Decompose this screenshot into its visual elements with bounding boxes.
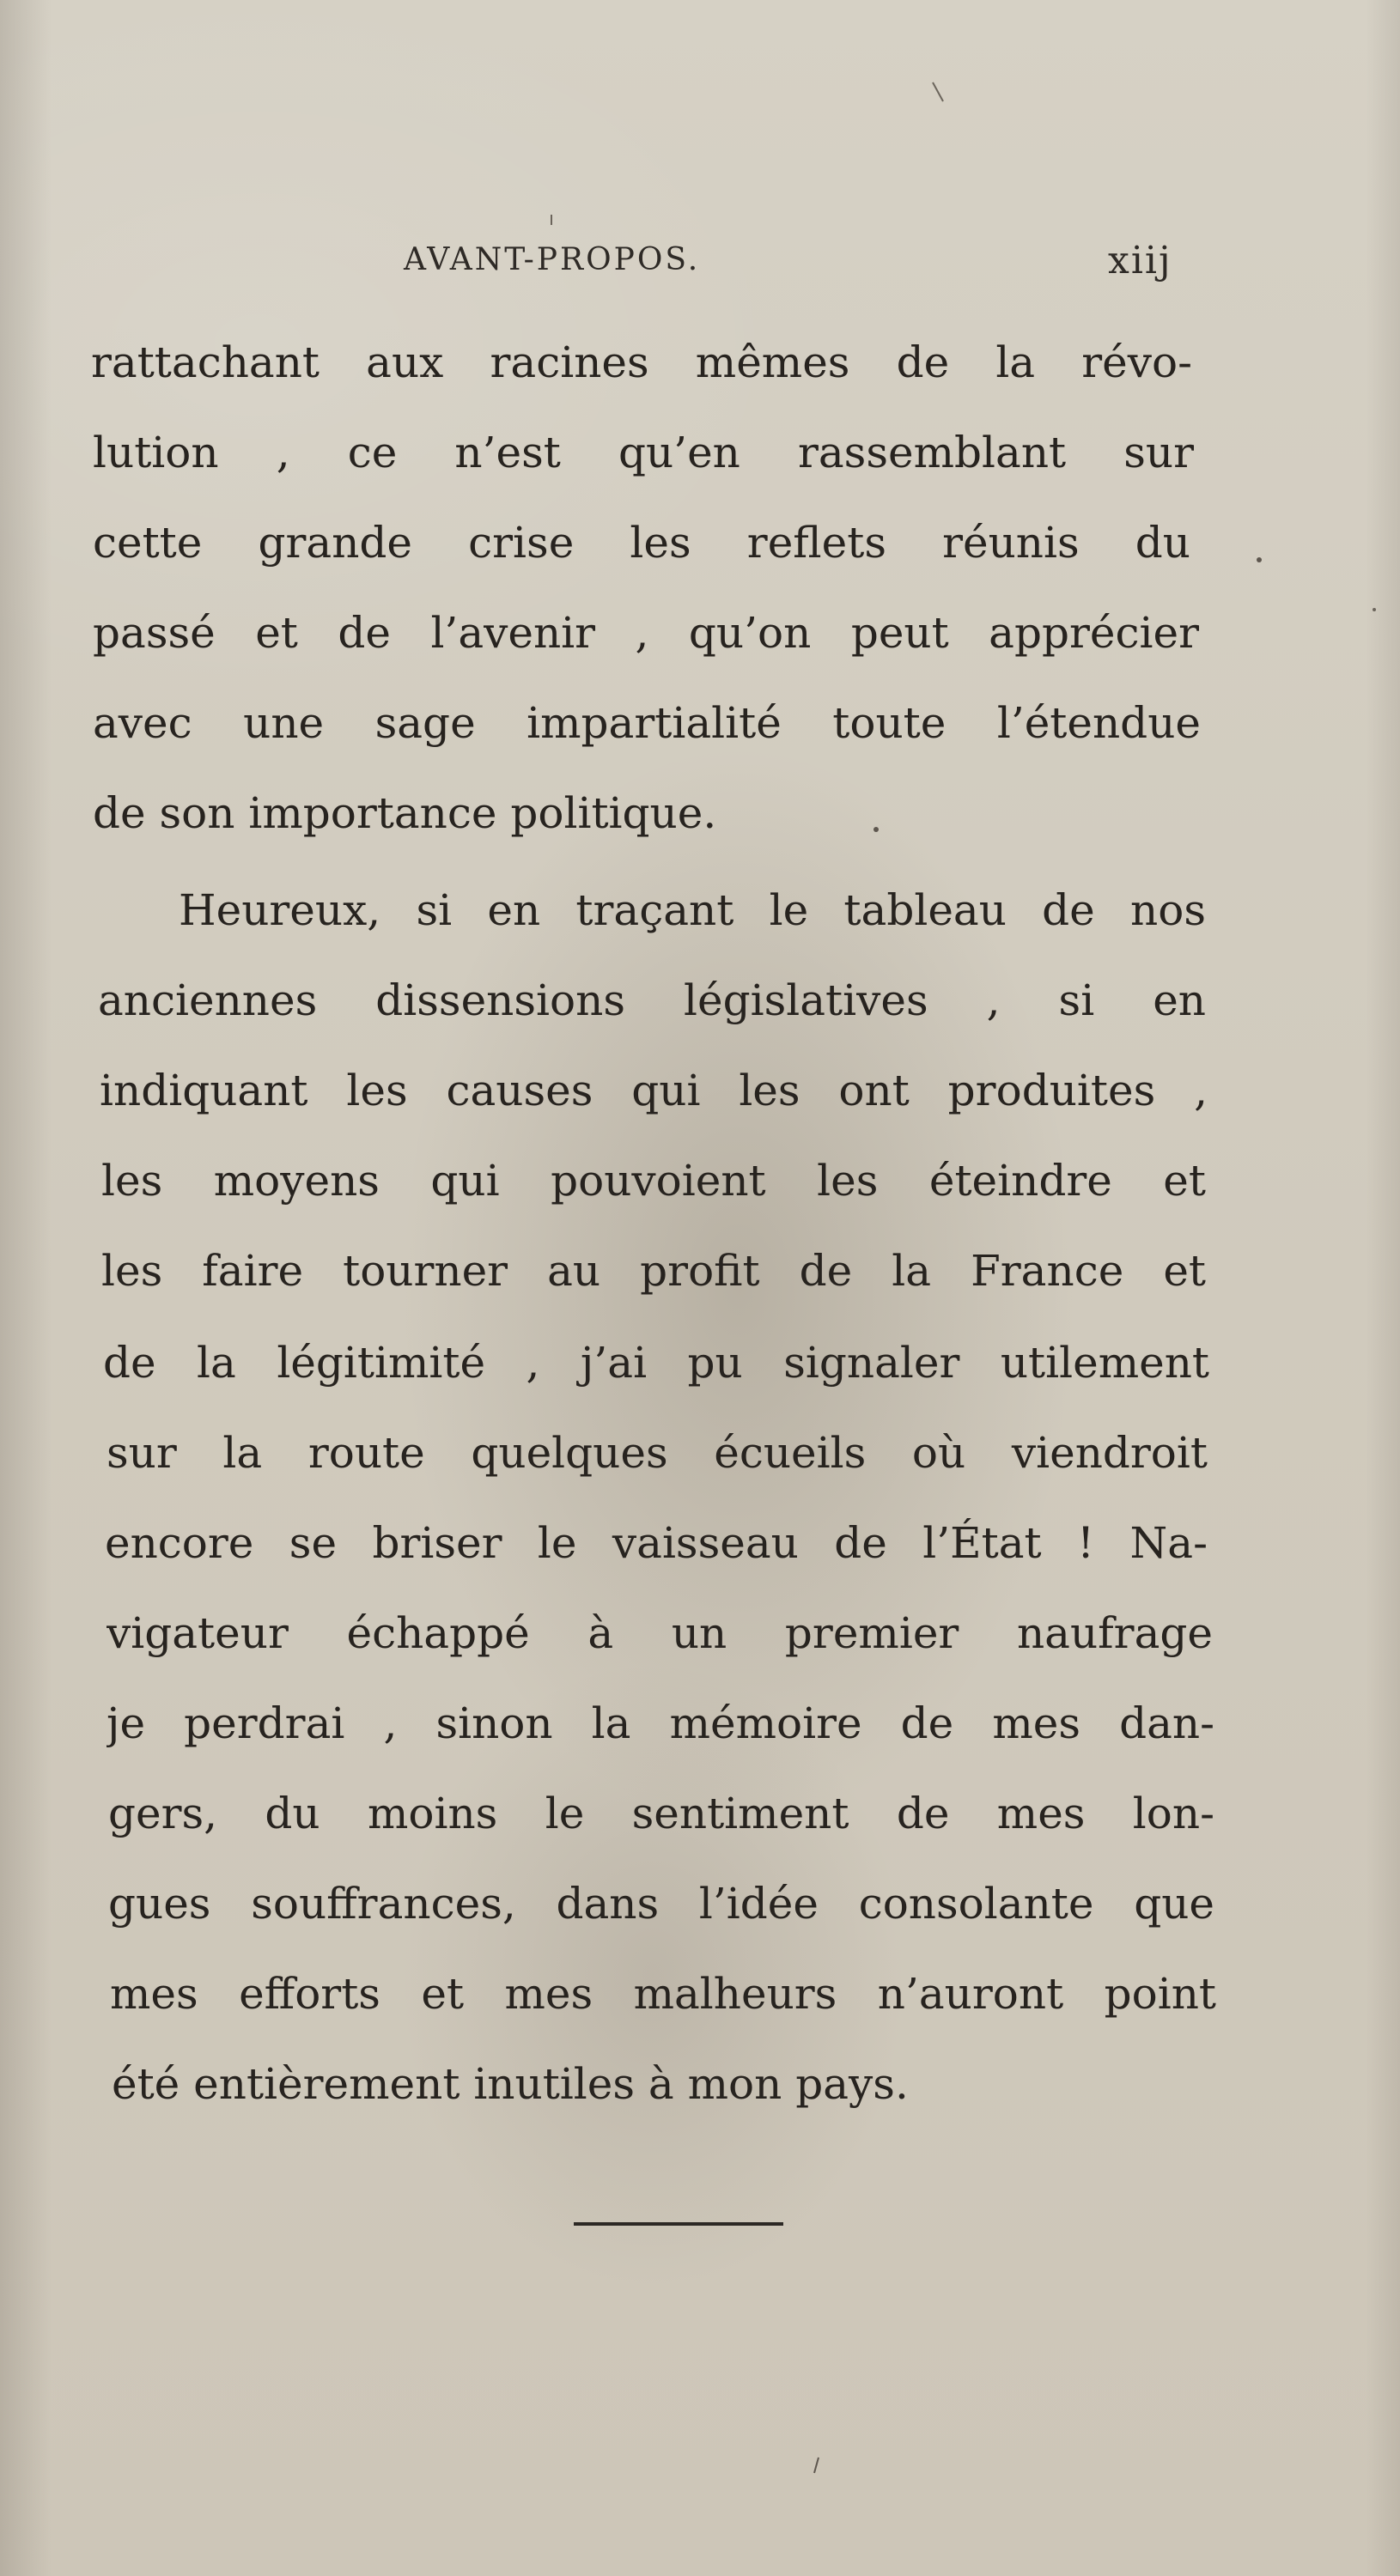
text-line: gues souffrances, dans l’idée consolante que	[108, 1879, 1214, 1929]
text-line: de son importance politique.	[93, 788, 717, 838]
text-line: lution , ce n’est qu’en rassemblant sur	[93, 428, 1194, 477]
text-line: de la légitimité , j’ai pu signaler utilement	[103, 1338, 1209, 1388]
text-line: sur la route quelques écueils où viendroit	[107, 1428, 1208, 1478]
end-rule	[574, 2222, 783, 2226]
text-line: encore se briser le vaisseau de l’État ! Na-	[105, 1518, 1208, 1568]
text-line: Heureux, si en traçant le tableau de nos	[179, 885, 1206, 935]
text-line: rattachant aux racines mêmes de la révo-	[91, 337, 1192, 387]
text-line: indiquant les causes qui les ont produites ,	[100, 1066, 1208, 1115]
text-line: avec une sage impartialité toute l’étendue	[93, 698, 1201, 748]
page-number: xiij	[1108, 239, 1172, 283]
text-line: les moyens qui pouvoient les éteindre et	[101, 1156, 1206, 1206]
text-line: je perdrai , sinon la mémoire de mes dan-	[107, 1698, 1214, 1748]
text-line: cette grande crise les reflets réunis du	[93, 518, 1190, 568]
text-line: mes efforts et mes malheurs n’auront point	[110, 1969, 1216, 2019]
text-line: été entièrement inutiles à mon pays.	[112, 2059, 909, 2109]
text-line: passé et de l’avenir , qu’on peut apprécier	[93, 608, 1199, 658]
text-line: anciennes dissensions législatives , si en	[98, 975, 1206, 1025]
text-line: vigateur échappé à un premier naufrage	[107, 1608, 1213, 1658]
running-head: AVANT-PROPOS.	[404, 242, 701, 277]
text-line: les faire tourner au profit de la France et	[101, 1246, 1206, 1296]
text-line: gers, du moins le sentiment de mes lon-	[108, 1789, 1214, 1838]
